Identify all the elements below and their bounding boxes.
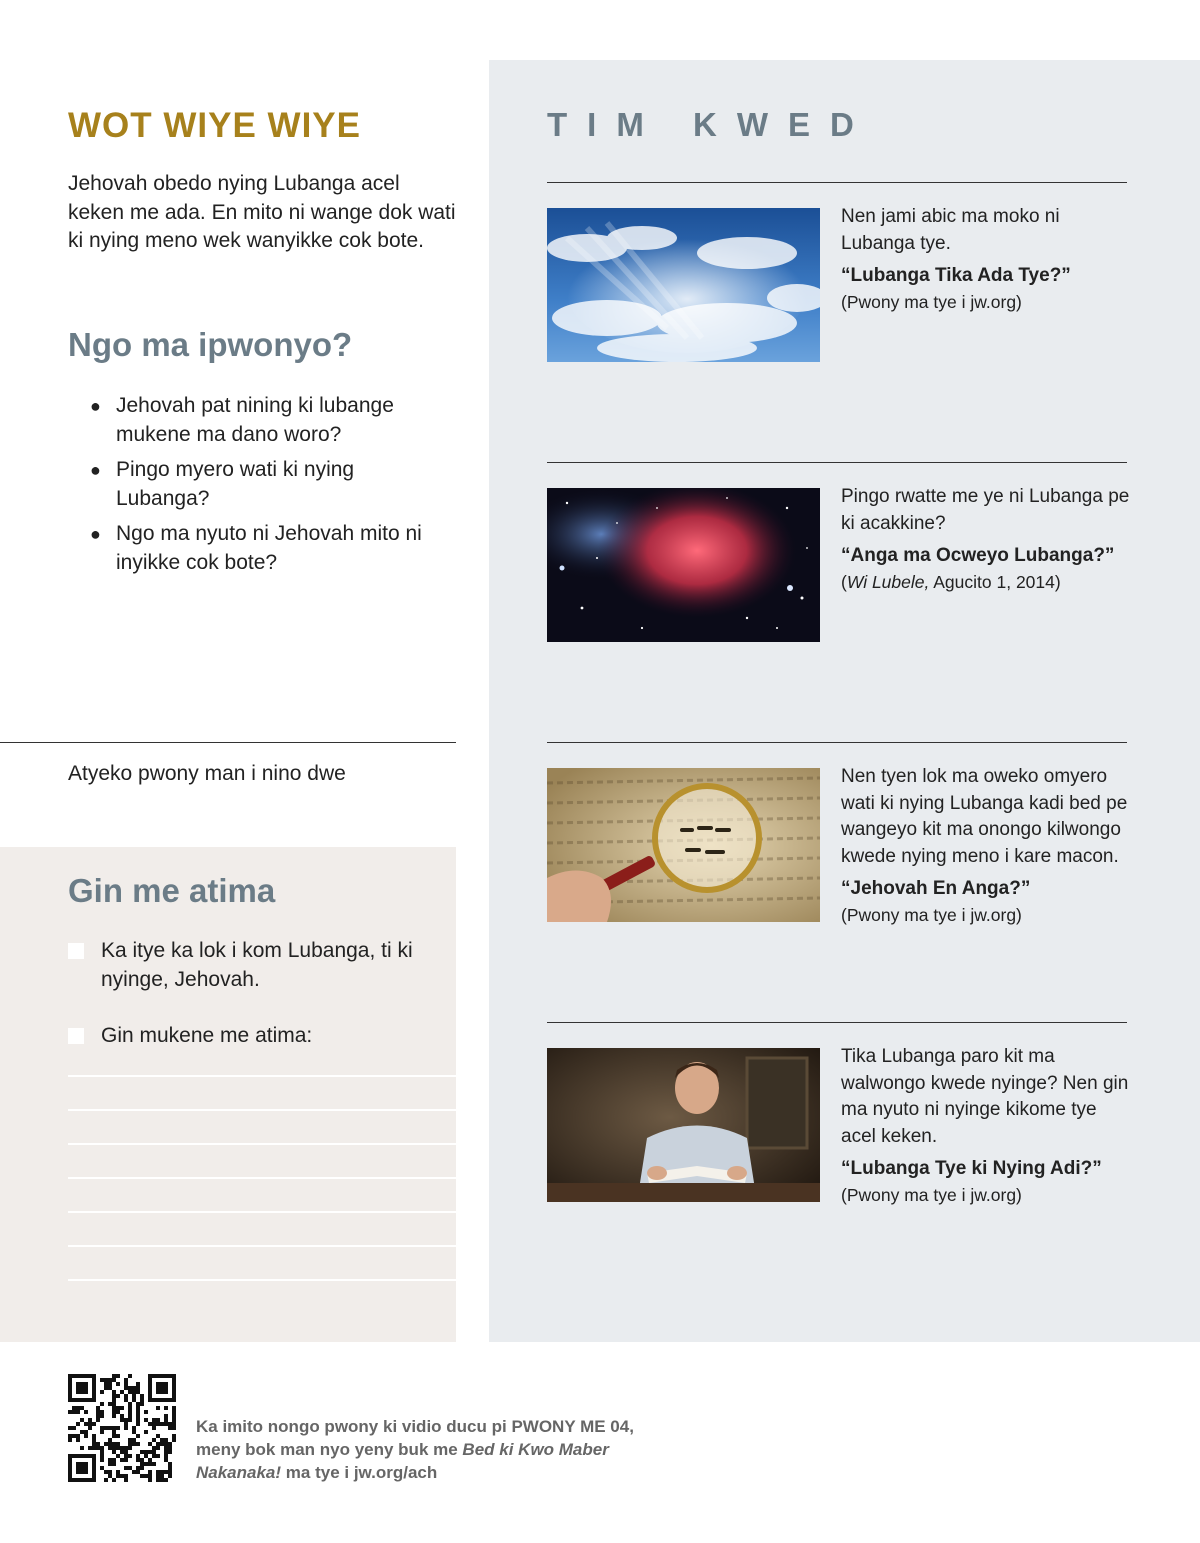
- explore-item-source: (Wi Lubele, Agucito 1, 2014): [841, 572, 1061, 592]
- sky-clouds-image: [547, 208, 820, 362]
- summary-text: Jehovah obedo nying Lubanga acel keken me ada. En mito ni wange dok wati ki nying meno wek wanyikke cok bote.: [68, 172, 456, 252]
- goal-text: Gin mukene me atima:: [101, 1024, 313, 1047]
- explore-item-source: (Pwony ma tye i jw.org): [841, 1185, 1022, 1205]
- explore-item-description: Nen jami abic ma moko ni Lubanga tye.: [841, 206, 1060, 254]
- writing-line[interactable]: [68, 1075, 456, 1077]
- explore-heading: TIM KWED: [547, 106, 874, 143]
- explore-item-body: [841, 484, 1131, 595]
- explore-item-source: (Pwony ma tye i jw.org): [841, 905, 1022, 925]
- explore-item-title[interactable]: “Lubanga Tika Ada Tye?”: [841, 265, 1071, 286]
- question-text: Jehovah pat nining ki lubange mukene ma dano woro?: [116, 394, 394, 446]
- bullet-icon: ●: [90, 460, 101, 480]
- questions-list: [90, 392, 450, 584]
- publication-date: Agucito 1, 2014): [929, 572, 1061, 592]
- nebula-image: [547, 488, 820, 642]
- writing-line[interactable]: [68, 1245, 456, 1247]
- question-text: Ngo ma nyuto ni Jehovah mito ni inyikke cok bote?: [116, 522, 422, 574]
- explore-item-title[interactable]: “Jehovah En Anga?”: [841, 878, 1031, 899]
- magnifier-hebrew-image: [547, 768, 820, 922]
- divider: [547, 1022, 1127, 1023]
- writing-line[interactable]: [68, 1143, 456, 1145]
- explore-item-description: Pingo rwatte me ye ni Lubanga pe ki acakkine?: [841, 486, 1130, 534]
- question-item: [90, 520, 450, 577]
- checkbox-icon[interactable]: [68, 1028, 84, 1044]
- explore-item-body: [841, 764, 1131, 928]
- questions-heading: Ngo ma ipwonyo?: [68, 326, 353, 363]
- writing-line[interactable]: [68, 1211, 456, 1213]
- goal-text: Ka itye ka lok i kom Lubanga, ti ki nyinge, Jehovah.: [101, 939, 413, 991]
- bullet-icon: ●: [90, 524, 101, 544]
- goal-checkbox-item[interactable]: [68, 1022, 421, 1051]
- divider: [0, 742, 456, 743]
- explore-item-description: Nen tyen lok ma oweko omyero wati ki nying Lubanga kadi bed pe wangeyo kit ma onongo kilwongo kwede nying meno i kare macon.: [841, 766, 1128, 867]
- qr-code[interactable]: [68, 1374, 176, 1482]
- writing-line[interactable]: [68, 1279, 456, 1281]
- explore-item-title[interactable]: “Anga ma Ocweyo Lubanga?”: [841, 545, 1115, 566]
- publication-name: Wi Lubele,: [846, 572, 930, 592]
- divider: [547, 462, 1127, 463]
- footer-text: [196, 1415, 666, 1484]
- footer-text-part: ma tye i jw.org/ach: [281, 1463, 438, 1482]
- man-reading-image: [547, 1048, 820, 1202]
- explore-item-title[interactable]: “Lubanga Tye ki Nying Adi?”: [841, 1158, 1102, 1179]
- explore-item-body: [841, 204, 1131, 315]
- summary-heading: WOT WIYE WIYE: [68, 106, 361, 145]
- question-item: [90, 456, 450, 513]
- question-text: Pingo myero wati ki nying Lubanga?: [116, 458, 355, 510]
- goal-heading: Gin me atima: [68, 872, 276, 909]
- goal-panel: [0, 847, 456, 1342]
- bullet-icon: ●: [90, 396, 101, 416]
- checkbox-icon[interactable]: [68, 943, 84, 959]
- writing-line[interactable]: [68, 1109, 456, 1111]
- question-item: [90, 392, 450, 449]
- book-title: Bed ki Kwo Maber Nakanaka!: [196, 1440, 609, 1482]
- divider: [547, 742, 1127, 743]
- completion-date-label: Atyeko pwony man i nino dwe: [68, 762, 346, 785]
- explore-item-description: Tika Lubanga paro kit ma walwongo kwede nyinge? Nen gin ma nyuto ni nyinge kikome tye acel keken.: [841, 1046, 1129, 1147]
- footer-text-part: Ka imito nongo pwony ki vidio ducu pi PWONY ME 04, meny bok man nyo yeny buk me: [196, 1417, 634, 1459]
- divider: [547, 182, 1127, 183]
- explore-item-source: (Pwony ma tye i jw.org): [841, 292, 1022, 312]
- writing-line[interactable]: [68, 1177, 456, 1179]
- goal-checkbox-item[interactable]: [68, 937, 421, 994]
- explore-item-body: [841, 1044, 1131, 1208]
